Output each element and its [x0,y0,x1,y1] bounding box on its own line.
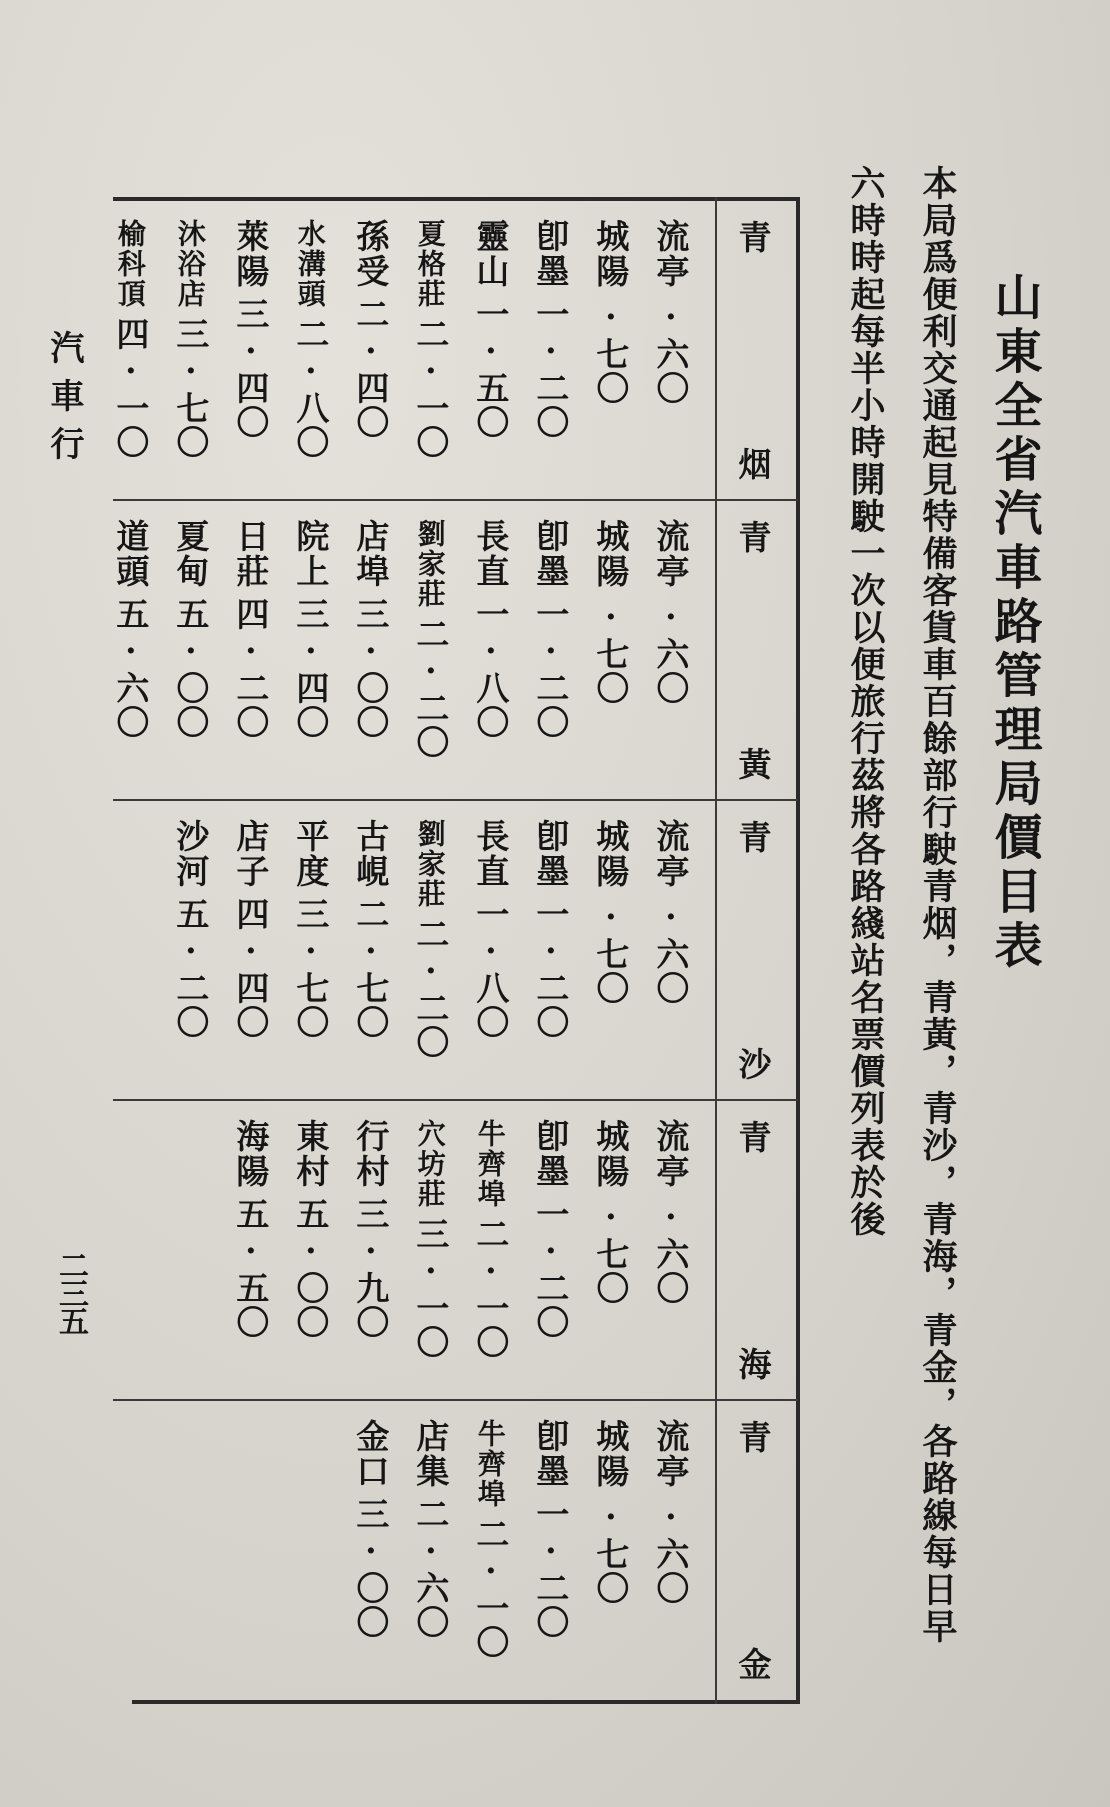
stop-name: 店子 [231,819,271,889]
route-origin: 青 [738,1418,772,1457]
route-section [113,201,798,501]
stop-name: 平度 [291,819,331,889]
stop-fare: 四·一〇 [111,317,151,459]
stop-fare: 四·四〇 [231,897,271,1039]
stop-fare: 三·七〇 [171,317,211,459]
route-section [113,1401,798,1701]
section-divider [113,1399,798,1401]
route-origin: 青 [738,218,772,257]
stop-name: 城陽 [591,519,631,589]
stop-column [460,819,520,1039]
stop-name: 水溝頭 [293,219,327,309]
stop-column [400,1119,460,1359]
stop-column [400,519,460,759]
stop-fare: 二·一〇 [471,1217,511,1359]
stop-name: 長直 [471,519,511,589]
stop-column [220,219,280,439]
stop-column [580,1119,640,1305]
route-section [113,1101,798,1401]
stop-name: 卽墨 [531,219,571,289]
stop-name: 榆科頂 [113,219,147,309]
stop-column [520,819,580,1039]
stop-column [400,219,460,459]
stop-fare: ·七〇 [591,1497,631,1605]
stop-name: 流亭 [651,819,691,889]
intro-note-line-2: 六時時起每半小時開駛一次以便旅行茲將各路綫站名票價列表於後 [845,165,886,1238]
stop-column [340,219,400,439]
stop-name: 夏格莊 [413,219,447,309]
stop-column [280,819,340,1039]
stop-fare: 二·一〇 [411,317,451,459]
stop-column [340,1119,400,1339]
stop-fare: 一·二〇 [531,897,571,1039]
stop-name: 穴坊莊 [413,1119,447,1209]
stop-name: 牛齊埠 [473,1119,507,1209]
stop-column [640,819,700,1005]
stop-column [580,219,640,405]
stop-column [160,819,220,1039]
stop-name: 夏甸 [171,519,211,589]
stop-name: 沐浴店 [173,219,207,309]
stop-fare: 一·二〇 [531,297,571,439]
stop-fare: 五·五〇 [231,1197,271,1339]
stop-fare: 二·一〇 [471,1517,511,1659]
stop-fare: 五·六〇 [111,597,151,739]
stop-fare: 二·二〇 [411,917,451,1059]
stop-name: 海陽 [231,1119,271,1189]
stop-name: 靈山 [471,219,511,289]
stop-column [640,219,700,405]
stop-column [220,819,280,1039]
stop-name: 古峴 [351,819,391,889]
route-origin: 青 [738,518,772,557]
stop-name: 流亭 [651,519,691,589]
stop-name: 城陽 [591,1119,631,1189]
stop-fare: 三·四〇 [231,297,271,439]
stop-fare: 一·二〇 [531,1497,571,1639]
stop-column [520,219,580,439]
stop-column [280,519,340,739]
stop-name: 東村 [291,1119,331,1189]
stop-column [100,519,160,739]
stop-fare: 五·〇〇 [171,597,211,739]
stop-fare: ·六〇 [651,897,691,1005]
page-title: 山東全省汽車路管理局價目表 [986,272,1042,974]
stop-fare: ·六〇 [651,297,691,405]
stop-column [640,1419,700,1605]
stop-column [280,219,340,459]
stop-column [580,819,640,1005]
stop-column [640,1119,700,1305]
stop-name: 卽墨 [531,519,571,589]
stop-fare: 五·二〇 [171,897,211,1039]
stop-name: 城陽 [591,819,631,889]
stop-name: 長直 [471,819,511,889]
stop-fare: ·六〇 [651,1497,691,1605]
section-divider [113,1099,798,1101]
stop-column [580,1419,640,1605]
stop-column [160,519,220,739]
stop-fare: 五·〇〇 [291,1197,331,1339]
stop-name: 流亭 [651,1419,691,1489]
route-destination: 烟 [738,445,772,484]
stop-name: 店集 [411,1419,451,1489]
stop-name: 卽墨 [531,1419,571,1489]
route-section [113,501,798,801]
stop-name: 萊陽 [231,219,271,289]
stop-fare: 二·二〇 [411,617,451,759]
stop-fare: 二·六〇 [411,1497,451,1639]
route-destination: 金 [738,1645,772,1684]
stop-column [100,219,160,459]
stop-name: 牛齊埠 [473,1419,507,1509]
stop-fare: 三·一〇 [411,1217,451,1359]
stop-column [220,1119,280,1339]
stop-column [220,519,280,739]
stop-name: 劉家莊 [413,519,447,609]
route-section [113,801,798,1101]
stop-column [520,519,580,739]
stop-column [460,519,520,739]
page-number: 二三五 [53,1250,88,1334]
stop-fare: 三·七〇 [291,897,331,1039]
route-origin: 青 [738,1118,772,1157]
section-divider [113,499,798,501]
stop-column [340,1419,400,1639]
stop-column [340,519,400,739]
stop-name: 流亭 [651,1119,691,1189]
stop-fare: 二·七〇 [351,897,391,1039]
stop-column [520,1119,580,1339]
stop-fare: 一·二〇 [531,597,571,739]
stop-column [520,1419,580,1639]
route-origin: 青 [738,818,772,857]
stop-column [580,519,640,705]
stop-fare: ·七〇 [591,297,631,405]
stop-name: 沙河 [171,819,211,889]
stop-fare: 三·〇〇 [351,597,391,739]
margin-label: 汽車行 [44,330,84,474]
stop-fare: 二·四〇 [351,297,391,439]
stop-name: 行村 [351,1119,391,1189]
stop-name: 店埠 [351,519,391,589]
stop-fare: ·七〇 [591,597,631,705]
stop-name: 金口 [351,1419,391,1489]
stop-fare: 三·四〇 [291,597,331,739]
stop-name: 流亭 [651,219,691,289]
section-divider [113,799,798,801]
stop-column [460,1119,520,1359]
stop-name: 劉家莊 [413,819,447,909]
stop-fare: ·六〇 [651,597,691,705]
stop-fare: ·七〇 [591,1197,631,1305]
stop-name: 城陽 [591,219,631,289]
stop-column [460,219,520,439]
route-destination: 海 [738,1345,772,1384]
stop-name: 院上 [291,519,331,589]
stop-column [340,819,400,1039]
stop-fare: 三·九〇 [351,1197,391,1339]
route-destination: 沙 [738,1045,772,1084]
stop-name: 卽墨 [531,1119,571,1189]
stop-name: 日莊 [231,519,271,589]
stop-fare: 一·二〇 [531,1197,571,1339]
stop-fare: 二·八〇 [291,317,331,459]
stop-column [640,519,700,705]
stop-column [460,1419,520,1659]
stop-name: 道頭 [111,519,151,589]
route-destination: 黃 [738,745,772,784]
stop-column [400,1419,460,1639]
stop-name: 城陽 [591,1419,631,1489]
stop-fare: 一·五〇 [471,297,511,439]
stop-fare: ·六〇 [651,1197,691,1305]
stop-name: 卽墨 [531,819,571,889]
stop-name: 孫受 [351,219,391,289]
stop-fare: 三·〇〇 [351,1497,391,1639]
stop-fare: 四·二〇 [231,597,271,739]
intro-note-line-1: 本局爲便利交通起見特備客貨車百餘部行駛青烟，青黃，青沙，青海，青金，各路線每日早 [917,165,958,1645]
stop-column [160,219,220,459]
stop-fare: ·七〇 [591,897,631,1005]
stop-column [280,1119,340,1339]
stop-column [400,819,460,1059]
stop-fare: 一·八〇 [471,897,511,1039]
stop-fare: 一·八〇 [471,597,511,739]
